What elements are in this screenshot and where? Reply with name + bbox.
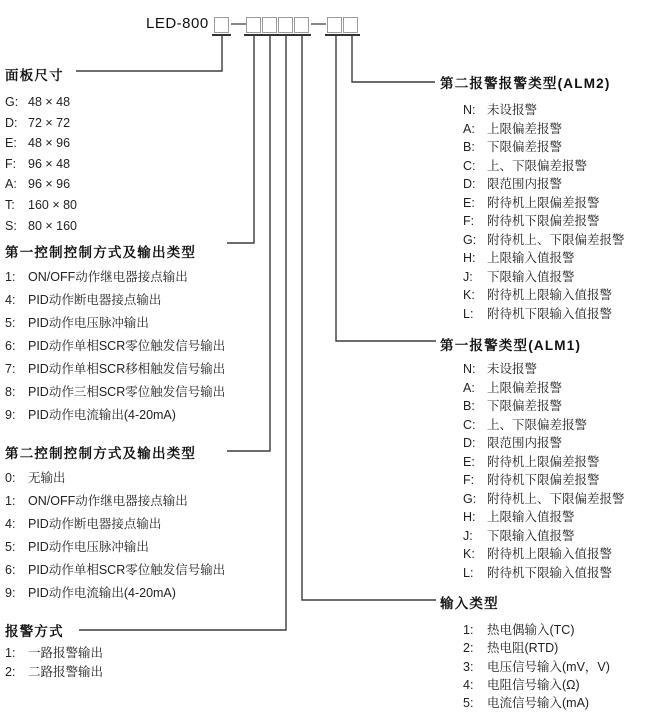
model-digit-box-input-type	[294, 17, 309, 33]
option-code: N:	[463, 103, 476, 117]
option-code: S:	[5, 218, 17, 233]
option-row	[5, 663, 103, 682]
option-code: L:	[463, 565, 474, 580]
section-alm2	[440, 72, 625, 323]
option-label: 48 × 48	[28, 95, 71, 109]
option-row	[5, 133, 77, 154]
option-row	[5, 381, 225, 404]
model-digit-box-control1	[246, 17, 261, 33]
option-label: 160 × 80	[28, 197, 78, 212]
option-label: 96 × 96	[28, 177, 71, 192]
option-code: D:	[463, 436, 476, 450]
option-row	[463, 397, 625, 416]
option-label: 下限偏差报警	[487, 399, 563, 413]
option-code: D:	[463, 177, 476, 191]
option-code: C:	[463, 417, 476, 432]
option-label: 附待机上、下限偏差报警	[487, 491, 625, 506]
option-label: 72 × 72	[28, 115, 71, 130]
section-control2	[5, 442, 225, 605]
option-code: 0:	[5, 471, 16, 485]
option-row	[463, 268, 625, 287]
option-row	[5, 335, 225, 358]
section-title-alarm-mode: 报警方式	[5, 624, 64, 639]
option-code: D:	[5, 115, 18, 130]
option-label: 上限偏差报警	[487, 380, 563, 395]
option-code: A:	[463, 380, 475, 395]
option-label: 热电偶输入(TC)	[487, 623, 575, 637]
option-row	[5, 513, 225, 536]
option-label: ON/OFF动作继电器接点输出	[28, 494, 188, 508]
option-label: 热电阻(RTD)	[487, 641, 559, 656]
model-digit-box-control2	[262, 17, 277, 33]
option-row	[463, 564, 625, 583]
connector-control2	[227, 36, 270, 451]
option-code: K:	[463, 547, 475, 561]
model-separator: —	[311, 15, 326, 32]
option-label: 未设报警	[487, 362, 538, 376]
option-code: 9:	[5, 586, 16, 600]
option-label: 电阻信号输入(Ω)	[487, 677, 580, 692]
option-row	[463, 658, 610, 676]
option-row	[5, 266, 225, 289]
section-title-alm1: 第一报警类型(ALM1)	[440, 338, 582, 353]
option-row	[5, 467, 225, 490]
option-row	[5, 358, 225, 381]
section-control1	[5, 241, 225, 427]
alarm-mode-options	[5, 644, 103, 681]
option-row	[5, 289, 225, 312]
alm1-options	[463, 360, 625, 582]
option-label: 限范围内报警	[487, 436, 563, 450]
option-row	[5, 582, 225, 605]
option-row	[5, 174, 77, 195]
option-code: 9:	[5, 408, 16, 422]
box-tick	[292, 34, 311, 36]
option-row	[5, 644, 103, 663]
option-row	[463, 101, 625, 120]
option-code: 6:	[5, 339, 16, 353]
model-digit-box-alm1	[327, 17, 342, 33]
option-label: 上、下限偏差报警	[487, 158, 588, 173]
option-row	[463, 527, 625, 546]
option-label: PID动作单相SCR零位触发信号输出	[28, 339, 226, 353]
option-code: 4:	[5, 293, 16, 307]
option-row	[463, 212, 625, 231]
control2-options	[5, 467, 225, 605]
option-row	[463, 286, 625, 305]
option-row	[463, 434, 625, 453]
option-code: G:	[463, 232, 477, 247]
option-row	[5, 113, 77, 134]
option-row	[463, 157, 625, 176]
input-type-options	[463, 621, 610, 712]
option-code: E:	[463, 195, 475, 210]
model-digit-box-alm2	[343, 17, 358, 33]
option-label: PID动作断电器接点输出	[28, 293, 162, 307]
option-label: 附待机下限偏差报警	[487, 473, 600, 487]
option-code: J:	[463, 269, 473, 284]
option-label: 一路报警输出	[28, 646, 104, 660]
option-code: 8:	[5, 385, 16, 399]
option-code: 2:	[463, 641, 474, 656]
section-title-panel-size: 面板尺寸	[5, 68, 64, 83]
option-label: 电流信号输入(mA)	[487, 696, 590, 711]
option-label: 附待机上、下限偏差报警	[487, 232, 625, 247]
option-code: B:	[463, 140, 475, 154]
option-row	[463, 471, 625, 490]
option-code: N:	[463, 362, 476, 376]
alm2-options	[463, 101, 625, 323]
model-digit-box-panel-size	[214, 17, 229, 33]
option-label: 二路报警输出	[28, 664, 104, 679]
option-row	[5, 536, 225, 559]
section-title-alm2: 第二报警报警类型(ALM2)	[440, 76, 611, 91]
option-label: PID动作三相SCR零位触发信号输出	[28, 385, 226, 399]
option-label: PID动作电压脉冲输出	[28, 540, 149, 554]
option-label: PID动作单相SCR移相触发信号输出	[28, 362, 226, 376]
option-row	[463, 545, 625, 564]
option-label: ON/OFF动作继电器接点输出	[28, 270, 188, 284]
option-label: PID动作电流输出(4-20mA)	[28, 408, 176, 422]
option-label: 附待机上限偏差报警	[487, 195, 600, 210]
model-separator: —	[231, 15, 246, 32]
section-input-type	[440, 592, 610, 712]
connector-input-type	[302, 36, 436, 600]
option-code: A:	[5, 177, 17, 192]
option-code: F:	[463, 214, 475, 228]
option-label: 上限输入值报警	[487, 510, 575, 524]
option-row	[5, 154, 77, 175]
option-row	[463, 508, 625, 527]
option-label: 附待机下限输入值报警	[487, 306, 613, 321]
control1-options	[5, 266, 225, 427]
option-row	[463, 639, 610, 657]
option-label: 上、下限偏差报警	[487, 417, 588, 432]
option-row	[463, 490, 625, 509]
section-alarm-mode	[5, 620, 103, 681]
option-code: E:	[463, 454, 475, 469]
option-row	[463, 194, 625, 213]
option-code: 4:	[5, 517, 16, 531]
model-digit-box-alarm-mode	[278, 17, 293, 33]
option-code: 6:	[5, 563, 16, 577]
option-row	[463, 694, 610, 712]
option-label: 附待机下限输入值报警	[487, 565, 613, 580]
option-row	[463, 249, 625, 268]
option-row	[5, 195, 77, 216]
option-row	[463, 621, 610, 639]
option-code: C:	[463, 158, 476, 173]
option-code: 5:	[5, 540, 16, 554]
option-label: 下限偏差报警	[487, 140, 563, 154]
option-code: 3:	[463, 659, 474, 674]
connector-alm2	[352, 36, 435, 82]
option-code: 1:	[5, 270, 16, 284]
option-row	[5, 559, 225, 582]
option-row	[463, 416, 625, 435]
option-row	[463, 138, 625, 157]
option-code: G:	[5, 95, 19, 109]
option-code: T:	[5, 197, 15, 212]
option-code: A:	[463, 121, 475, 136]
option-row	[463, 120, 625, 139]
option-label: 附待机上限偏差报警	[487, 454, 600, 469]
option-label: 上限偏差报警	[487, 121, 563, 136]
option-label: 下限输入值报警	[487, 269, 575, 284]
option-row	[5, 490, 225, 513]
option-code: J:	[463, 528, 473, 543]
connector-alm1	[336, 36, 436, 341]
option-code: 4:	[463, 677, 474, 692]
panel-size-options	[5, 92, 77, 236]
option-row	[463, 676, 610, 694]
option-row	[463, 360, 625, 379]
section-title-control1: 第一控制控制方式及输出类型	[5, 245, 197, 260]
option-label: 附待机下限偏差报警	[487, 214, 600, 228]
option-row	[463, 231, 625, 250]
option-row	[5, 404, 225, 427]
option-row	[5, 92, 77, 113]
option-label: PID动作电流输出(4-20mA)	[28, 586, 176, 600]
option-row	[463, 305, 625, 324]
option-label: 未设报警	[487, 103, 538, 117]
option-label: 下限输入值报警	[487, 528, 575, 543]
section-panel-size	[5, 64, 77, 236]
option-code: 7:	[5, 362, 16, 376]
option-row	[463, 175, 625, 194]
section-title-input-type: 输入类型	[440, 596, 499, 611]
option-label: 96 × 48	[28, 156, 71, 171]
option-label: 限范围内报警	[487, 177, 563, 191]
section-title-control2: 第二控制控制方式及输出类型	[5, 446, 197, 461]
option-code: L:	[463, 306, 474, 321]
option-label: 上限输入值报警	[487, 251, 575, 265]
option-code: 1:	[463, 623, 474, 637]
section-alm1	[440, 334, 625, 582]
option-row	[463, 379, 625, 398]
option-code: F:	[5, 156, 17, 171]
option-label: 附待机上限输入值报警	[487, 547, 613, 561]
option-label: PID动作断电器接点输出	[28, 517, 162, 531]
option-code: G:	[463, 491, 477, 506]
option-code: 2:	[5, 664, 16, 679]
option-code: B:	[463, 399, 475, 413]
option-label: 附待机上限输入值报警	[487, 288, 613, 302]
option-label: 80 × 160	[28, 218, 78, 233]
option-label: PID动作单相SCR零位触发信号输出	[28, 563, 226, 577]
option-row	[5, 216, 77, 237]
option-label: PID动作电压脉冲输出	[28, 316, 149, 330]
connector-panel-size	[76, 36, 222, 71]
option-row	[5, 312, 225, 335]
option-code: F:	[463, 473, 475, 487]
option-row	[463, 453, 625, 472]
option-label: 48 × 96	[28, 136, 71, 151]
option-code: 1:	[5, 646, 16, 660]
option-code: K:	[463, 288, 475, 302]
option-code: H:	[463, 251, 476, 265]
option-code: H:	[463, 510, 476, 524]
option-label: 电压信号输入(mV，V)	[487, 659, 610, 674]
model-prefix: LED-800	[146, 15, 209, 32]
option-label: 无输出	[28, 471, 66, 485]
connector-control1	[227, 36, 254, 243]
option-code: 5:	[5, 316, 16, 330]
box-tick	[212, 34, 231, 36]
option-code: 5:	[463, 696, 474, 711]
option-code: 1:	[5, 494, 16, 508]
option-code: E:	[5, 136, 17, 151]
box-tick	[341, 34, 360, 36]
